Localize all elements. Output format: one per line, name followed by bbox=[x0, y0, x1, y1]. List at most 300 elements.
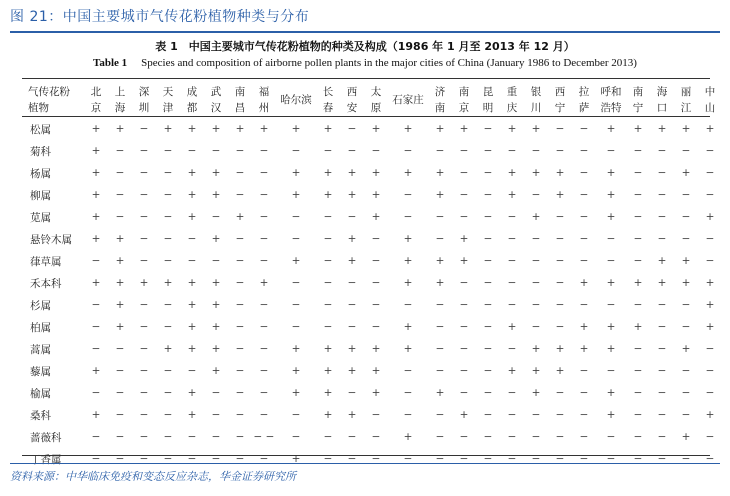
header-city bbox=[132, 80, 156, 118]
presence-cell: − bbox=[91, 321, 101, 333]
presence-cell: − bbox=[403, 453, 413, 465]
presence-cell: − bbox=[163, 365, 173, 377]
presence-cell: − bbox=[115, 431, 125, 443]
presence-cell: − bbox=[371, 453, 381, 465]
presence-cell: − bbox=[187, 145, 197, 157]
presence-cell: + bbox=[681, 123, 691, 135]
presence-cell: − bbox=[91, 453, 101, 465]
header-city-line: 长 bbox=[322, 86, 334, 98]
presence-cell: − bbox=[163, 167, 173, 179]
presence-cell: − bbox=[259, 299, 269, 311]
presence-cell: − bbox=[187, 431, 197, 443]
presence-cell: − bbox=[657, 167, 667, 179]
presence-cell: + bbox=[507, 167, 517, 179]
presence-cell: − bbox=[211, 211, 221, 223]
presence-cell: − bbox=[579, 409, 589, 421]
presence-cell: − bbox=[705, 233, 715, 245]
presence-cell: + bbox=[323, 365, 333, 377]
presence-cell: − bbox=[235, 233, 245, 245]
row-genus-name: 葎草属 bbox=[30, 255, 62, 268]
row-genus-name: 蒿属 bbox=[30, 343, 51, 356]
presence-cell: + bbox=[187, 211, 197, 223]
presence-cell: + bbox=[211, 299, 221, 311]
presence-cell: + bbox=[435, 255, 445, 267]
presence-cell: − bbox=[435, 211, 445, 223]
bottom-divider bbox=[10, 463, 720, 464]
presence-cell: − bbox=[403, 365, 413, 377]
presence-cell: − bbox=[163, 299, 173, 311]
header-genus-line: 气传花粉 bbox=[28, 86, 70, 98]
presence-cell: + bbox=[555, 189, 565, 201]
presence-cell: − bbox=[115, 365, 125, 377]
presence-cell: − bbox=[531, 299, 541, 311]
presence-cell: − bbox=[579, 211, 589, 223]
presence-cell: + bbox=[91, 167, 101, 179]
presence-cell: − bbox=[403, 409, 413, 421]
presence-cell: − bbox=[633, 167, 643, 179]
header-city-line: 南 bbox=[632, 86, 644, 98]
presence-cell: + bbox=[705, 123, 715, 135]
presence-cell: − bbox=[705, 167, 715, 179]
presence-cell: + bbox=[403, 321, 413, 333]
presence-cell: − bbox=[187, 365, 197, 377]
presence-cell: + bbox=[187, 167, 197, 179]
presence-cell: + bbox=[403, 255, 413, 267]
presence-cell: − bbox=[531, 145, 541, 157]
presence-cell: − bbox=[633, 299, 643, 311]
presence-cell: + bbox=[555, 167, 565, 179]
presence-cell: + bbox=[211, 321, 221, 333]
header-city-line: 成 bbox=[186, 86, 198, 98]
presence-cell: − bbox=[163, 453, 173, 465]
presence-cell: − bbox=[139, 321, 149, 333]
presence-cell: + bbox=[347, 343, 357, 355]
presence-cell: + bbox=[291, 167, 301, 179]
presence-cell: + bbox=[705, 321, 715, 333]
presence-cell: + bbox=[435, 123, 445, 135]
presence-cell: + bbox=[115, 255, 125, 267]
presence-cell: + bbox=[291, 365, 301, 377]
header-city bbox=[548, 80, 572, 118]
presence-cell: − bbox=[259, 211, 269, 223]
presence-cell: − bbox=[291, 431, 301, 443]
presence-cell: − bbox=[371, 321, 381, 333]
presence-cell: + bbox=[115, 123, 125, 135]
presence-cell: + bbox=[555, 343, 565, 355]
presence-cell: + bbox=[235, 123, 245, 135]
presence-cell: − bbox=[435, 233, 445, 245]
presence-cell: − bbox=[579, 431, 589, 443]
presence-cell: − bbox=[403, 299, 413, 311]
row-genus-name: 桑科 bbox=[30, 409, 51, 422]
presence-cell: − bbox=[291, 277, 301, 289]
presence-cell: − bbox=[139, 123, 149, 135]
presence-cell: − bbox=[115, 211, 125, 223]
presence-cell: − bbox=[657, 145, 667, 157]
presence-cell: + bbox=[435, 387, 445, 399]
presence-cell: − bbox=[633, 365, 643, 377]
presence-cell: − bbox=[681, 233, 691, 245]
presence-cell: − bbox=[347, 387, 357, 399]
presence-cell: − bbox=[259, 409, 269, 421]
presence-cell: − bbox=[483, 453, 493, 465]
presence-cell: + bbox=[291, 343, 301, 355]
top-divider bbox=[10, 31, 720, 33]
presence-cell: − bbox=[705, 387, 715, 399]
presence-cell: − bbox=[291, 321, 301, 333]
table-row bbox=[22, 228, 722, 250]
presence-cell: − bbox=[323, 321, 333, 333]
header-city bbox=[452, 80, 476, 118]
presence-cell: − bbox=[579, 299, 589, 311]
presence-cell: + bbox=[323, 167, 333, 179]
presence-cell: − bbox=[657, 453, 667, 465]
presence-cell: + bbox=[323, 123, 333, 135]
presence-cell: − bbox=[657, 211, 667, 223]
presence-cell: − bbox=[681, 145, 691, 157]
presence-cell: − bbox=[483, 343, 493, 355]
presence-cell: + bbox=[606, 277, 616, 289]
presence-cell: − bbox=[705, 189, 715, 201]
header-city bbox=[500, 80, 524, 118]
header-city-line: 浩特 bbox=[600, 102, 622, 114]
presence-cell: + bbox=[211, 167, 221, 179]
presence-cell: + bbox=[371, 343, 381, 355]
header-city-line: 宁 bbox=[554, 102, 566, 114]
header-city-line: 太 bbox=[370, 86, 382, 98]
presence-cell: + bbox=[187, 123, 197, 135]
presence-cell: − bbox=[579, 145, 589, 157]
table-title-chinese: 表 1 中国主要城市气传花粉植物的种类及构成（1986 年 1 月至 2013 年 12 月） bbox=[155, 40, 575, 53]
presence-cell: + bbox=[211, 189, 221, 201]
header-city-line: 石家庄 bbox=[392, 94, 424, 106]
presence-cell: − bbox=[139, 145, 149, 157]
presence-cell: − bbox=[371, 431, 381, 443]
presence-cell: + bbox=[555, 365, 565, 377]
presence-cell: − bbox=[163, 409, 173, 421]
header-city-line: 南 bbox=[434, 102, 446, 114]
table-title-english bbox=[0, 57, 730, 69]
presence-cell: + bbox=[371, 123, 381, 135]
presence-cell: − bbox=[187, 255, 197, 267]
table-row bbox=[22, 316, 722, 338]
presence-cell: + bbox=[91, 409, 101, 421]
presence-cell: − bbox=[705, 431, 715, 443]
presence-cell: − bbox=[579, 189, 589, 201]
presence-cell: − bbox=[139, 233, 149, 245]
presence-cell: − bbox=[139, 365, 149, 377]
header-city-line: 昆 bbox=[482, 86, 494, 98]
presence-cell: − bbox=[235, 167, 245, 179]
presence-cell: − bbox=[579, 233, 589, 245]
presence-cell: − bbox=[115, 387, 125, 399]
presence-cell: + bbox=[291, 189, 301, 201]
presence-cell: + bbox=[371, 211, 381, 223]
presence-cell: − bbox=[507, 145, 517, 157]
presence-cell: + bbox=[507, 321, 517, 333]
presence-cell: − bbox=[579, 167, 589, 179]
presence-cell: − bbox=[657, 387, 667, 399]
presence-cell: + bbox=[435, 277, 445, 289]
presence-cell: − bbox=[507, 299, 517, 311]
header-city-line: 哈尔滨 bbox=[280, 94, 312, 106]
header-city bbox=[228, 80, 252, 118]
row-genus-name: 藜属 bbox=[30, 365, 51, 378]
row-genus-name: 松属 bbox=[30, 123, 51, 136]
presence-cell: − bbox=[579, 365, 589, 377]
presence-cell: + bbox=[139, 277, 149, 289]
presence-cell: + bbox=[371, 387, 381, 399]
presence-cell: − bbox=[459, 211, 469, 223]
presence-cell: − bbox=[435, 409, 445, 421]
presence-cell: − bbox=[139, 211, 149, 223]
presence-cell: − bbox=[507, 431, 517, 443]
presence-cell: − bbox=[681, 189, 691, 201]
presence-cell: + bbox=[403, 233, 413, 245]
presence-cell: + bbox=[403, 123, 413, 135]
header-city-line: 福 bbox=[258, 86, 270, 98]
presence-cell: − bbox=[115, 145, 125, 157]
presence-cell: − bbox=[403, 387, 413, 399]
presence-cell: − bbox=[139, 409, 149, 421]
header-city-line: 原 bbox=[370, 102, 382, 114]
presence-cell: − bbox=[681, 387, 691, 399]
presence-cell: − bbox=[435, 145, 445, 157]
presence-cell: − bbox=[435, 365, 445, 377]
presence-cell: − bbox=[347, 211, 357, 223]
presence-cell: + bbox=[291, 255, 301, 267]
header-city bbox=[316, 80, 340, 118]
presence-cell: + bbox=[371, 167, 381, 179]
presence-cell: + bbox=[259, 277, 269, 289]
presence-cell: − bbox=[555, 211, 565, 223]
presence-cell: − bbox=[435, 321, 445, 333]
presence-cell: − bbox=[371, 255, 381, 267]
presence-cell: − bbox=[235, 145, 245, 157]
presence-cell: − bbox=[259, 233, 269, 245]
presence-cell: − bbox=[371, 233, 381, 245]
row-genus-name: 杉属 bbox=[30, 299, 51, 312]
presence-cell: − bbox=[115, 189, 125, 201]
presence-cell: − bbox=[459, 321, 469, 333]
presence-cell: + bbox=[371, 189, 381, 201]
presence-cell: + bbox=[291, 387, 301, 399]
presence-cell: − bbox=[483, 145, 493, 157]
presence-cell: − bbox=[705, 453, 715, 465]
presence-cell: + bbox=[211, 233, 221, 245]
presence-cell: − bbox=[681, 409, 691, 421]
presence-cell: − bbox=[323, 211, 333, 223]
presence-cell: + bbox=[187, 189, 197, 201]
presence-cell: − bbox=[347, 453, 357, 465]
presence-cell: + bbox=[187, 343, 197, 355]
presence-cell: − bbox=[606, 453, 616, 465]
presence-cell: − bbox=[139, 453, 149, 465]
presence-cell: + bbox=[459, 233, 469, 245]
presence-cell: − bbox=[211, 145, 221, 157]
header-city-line: 西 bbox=[346, 86, 358, 98]
presence-cell: + bbox=[259, 123, 269, 135]
header-city-line: 丽 bbox=[680, 86, 692, 98]
presence-cell: − bbox=[606, 365, 616, 377]
table-bottom-rule bbox=[22, 455, 710, 456]
presence-cell: − bbox=[555, 233, 565, 245]
presence-cell: − bbox=[657, 299, 667, 311]
presence-cell: − bbox=[606, 255, 616, 267]
presence-cell: − bbox=[91, 255, 101, 267]
presence-cell: + bbox=[606, 409, 616, 421]
presence-cell: + bbox=[657, 123, 667, 135]
presence-cell: + bbox=[187, 277, 197, 289]
presence-cell: + bbox=[459, 409, 469, 421]
presence-cell: + bbox=[579, 277, 589, 289]
presence-cell: − bbox=[555, 277, 565, 289]
presence-cell: − bbox=[483, 365, 493, 377]
header-city bbox=[572, 80, 596, 118]
presence-cell: + bbox=[403, 431, 413, 443]
row-genus-name: 禾本科 bbox=[30, 277, 62, 290]
presence-cell: + bbox=[633, 321, 643, 333]
presence-cell: + bbox=[531, 167, 541, 179]
source-note: 资料来源：中华临床免疫和变态反应杂志，华金证券研究所 bbox=[10, 470, 296, 483]
presence-cell: − bbox=[235, 343, 245, 355]
presence-cell: + bbox=[531, 387, 541, 399]
presence-cell: + bbox=[507, 189, 517, 201]
presence-cell: − bbox=[507, 343, 517, 355]
presence-cell: + bbox=[347, 255, 357, 267]
table-row bbox=[22, 404, 722, 426]
presence-cell: + bbox=[235, 211, 245, 223]
presence-cell: − bbox=[211, 453, 221, 465]
header-city-line: 都 bbox=[186, 102, 198, 114]
presence-cell: + bbox=[531, 123, 541, 135]
header-city-line: 宁 bbox=[632, 102, 644, 114]
presence-cell: − bbox=[483, 123, 493, 135]
presence-cell: − bbox=[323, 233, 333, 245]
presence-cell: + bbox=[579, 343, 589, 355]
presence-cell: + bbox=[323, 189, 333, 201]
presence-cell: − bbox=[633, 387, 643, 399]
presence-cell: + bbox=[211, 343, 221, 355]
presence-cell: − bbox=[606, 431, 616, 443]
header-city-line: 京 bbox=[90, 102, 102, 114]
presence-cell: − bbox=[459, 189, 469, 201]
presence-cell: − bbox=[291, 409, 301, 421]
presence-cell: − bbox=[705, 255, 715, 267]
presence-cell: − bbox=[435, 453, 445, 465]
presence-cell: − bbox=[681, 453, 691, 465]
presence-cell: − bbox=[483, 387, 493, 399]
header-city bbox=[428, 80, 452, 118]
header-city bbox=[596, 80, 626, 118]
presence-cell: − bbox=[235, 189, 245, 201]
presence-cell: + bbox=[705, 409, 715, 421]
presence-cell: + bbox=[187, 321, 197, 333]
figure-title: 图 21：中国主要城市气传花粉植物种类与分布 bbox=[10, 9, 310, 25]
presence-cell: − bbox=[507, 453, 517, 465]
presence-cell: − bbox=[347, 123, 357, 135]
presence-cell: − bbox=[606, 233, 616, 245]
presence-cell: − bbox=[579, 255, 589, 267]
presence-cell: − bbox=[403, 189, 413, 201]
presence-cell: − bbox=[347, 145, 357, 157]
presence-cell: − bbox=[657, 321, 667, 333]
presence-cell: − bbox=[459, 365, 469, 377]
presence-cell: − bbox=[347, 299, 357, 311]
presence-cell: − bbox=[235, 409, 245, 421]
header-city-line: 川 bbox=[530, 102, 542, 114]
row-genus-name: 杨属 bbox=[30, 167, 51, 180]
presence-cell: − bbox=[531, 409, 541, 421]
presence-cell: + bbox=[291, 453, 301, 465]
presence-cell: + bbox=[347, 189, 357, 201]
presence-cell: − bbox=[633, 255, 643, 267]
header-city bbox=[276, 80, 316, 118]
presence-cell: − bbox=[259, 145, 269, 157]
header-city-line: 拉 bbox=[578, 86, 590, 98]
presence-cell: − bbox=[483, 167, 493, 179]
presence-cell: + bbox=[403, 277, 413, 289]
presence-cell: − bbox=[633, 145, 643, 157]
presence-cell: − bbox=[435, 299, 445, 311]
presence-cell: − bbox=[371, 145, 381, 157]
presence-cell: − bbox=[579, 123, 589, 135]
presence-cell: + bbox=[606, 387, 616, 399]
presence-cell: − bbox=[235, 299, 245, 311]
presence-cell: + bbox=[705, 299, 715, 311]
presence-cell: − bbox=[483, 299, 493, 311]
presence-cell: − bbox=[633, 233, 643, 245]
header-city bbox=[156, 80, 180, 118]
presence-cell: − bbox=[235, 277, 245, 289]
table-top-rule bbox=[22, 78, 710, 79]
table-body bbox=[22, 118, 722, 470]
presence-cell: − bbox=[163, 387, 173, 399]
header-city-line: 山 bbox=[704, 102, 716, 114]
presence-cell: + bbox=[403, 343, 413, 355]
header-city-line: 西 bbox=[554, 86, 566, 98]
table-row bbox=[22, 338, 722, 360]
header-city-line: 江 bbox=[680, 102, 692, 114]
presence-cell: − bbox=[235, 321, 245, 333]
header-city-line: 京 bbox=[458, 102, 470, 114]
presence-cell: − bbox=[681, 365, 691, 377]
presence-cell: − bbox=[371, 409, 381, 421]
header-city-line: 银 bbox=[530, 86, 542, 98]
presence-cell: − bbox=[91, 387, 101, 399]
presence-cell: − bbox=[555, 387, 565, 399]
presence-cell: − bbox=[681, 211, 691, 223]
presence-cell: + bbox=[347, 233, 357, 245]
header-city bbox=[364, 80, 388, 118]
presence-cell: + bbox=[347, 365, 357, 377]
header-city-line: 海 bbox=[656, 86, 668, 98]
presence-cell: − bbox=[555, 255, 565, 267]
header-city bbox=[388, 80, 428, 118]
presence-cell: − bbox=[259, 365, 269, 377]
presence-cell: − bbox=[705, 343, 715, 355]
presence-cell: − bbox=[579, 387, 589, 399]
presence-cell: − bbox=[705, 145, 715, 157]
presence-cell: + bbox=[115, 321, 125, 333]
presence-cell: − bbox=[259, 343, 269, 355]
presence-cell: − bbox=[163, 233, 173, 245]
presence-cell: − bbox=[483, 211, 493, 223]
presence-cell: − bbox=[291, 145, 301, 157]
presence-cell: − bbox=[235, 365, 245, 377]
presence-cell: + bbox=[681, 167, 691, 179]
presence-cell: + bbox=[91, 277, 101, 289]
